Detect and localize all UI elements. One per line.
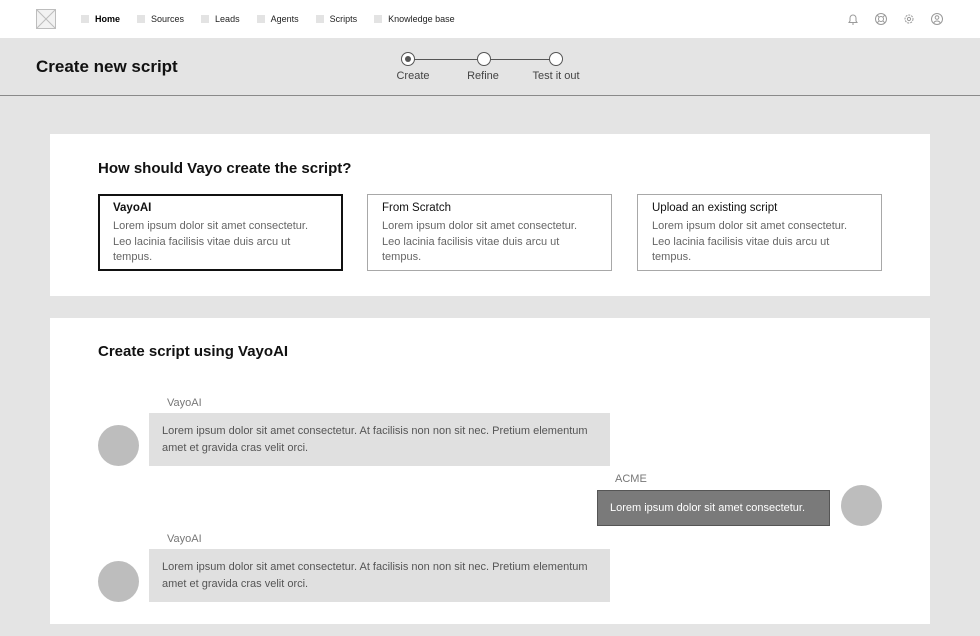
- agents-icon: [257, 15, 265, 23]
- user-profile-icon[interactable]: [930, 12, 944, 26]
- nav-link-agents[interactable]: [257, 14, 299, 24]
- bell-icon[interactable]: [846, 12, 860, 26]
- page-header: [0, 38, 980, 96]
- nav-link-leads[interactable]: [201, 14, 240, 24]
- option-description: Lorem ipsum dolor sit amet consectetur. Leo lacinia facilisis vitae duis arcu ut tempus.: [652, 220, 848, 263]
- nav-link-label: Agents: [270, 14, 299, 24]
- leads-icon: [201, 15, 209, 23]
- progress-stepper: [395, 52, 595, 92]
- help-lifebuoy-icon[interactable]: [874, 12, 888, 26]
- nav-link-label: Home: [95, 14, 121, 24]
- nav-link-knowledge-base[interactable]: [374, 14, 455, 24]
- home-icon: [81, 15, 89, 23]
- nav-links: [81, 0, 472, 38]
- settings-gear-icon[interactable]: [902, 12, 916, 26]
- creation-method-title: How should Vayo create the script?: [98, 160, 352, 177]
- nav-link-scripts[interactable]: [316, 14, 358, 24]
- message-sender: VayoAI: [167, 397, 202, 409]
- option-description: Lorem ipsum dolor sit amet consectetur. Leo lacinia facilisis vitae duis arcu ut tempus.: [113, 220, 309, 263]
- bot-avatar: [98, 425, 139, 466]
- option-upload-script[interactable]: [637, 194, 882, 271]
- stepper-connector: [490, 59, 551, 60]
- option-vayoai[interactable]: [98, 194, 343, 271]
- page-title: Create new script: [36, 57, 178, 76]
- user-message-bubble: Lorem ipsum dolor sit amet consectetur.: [597, 490, 830, 526]
- creation-method-card: [50, 134, 930, 296]
- sources-icon: [137, 15, 145, 23]
- step-refine-dot[interactable]: [477, 52, 491, 66]
- chat-card: [50, 318, 930, 624]
- option-title: Upload an existing script: [652, 202, 778, 214]
- option-title: VayoAI: [113, 202, 152, 214]
- chat-title: Create script using VayoAI: [98, 343, 289, 360]
- knowledge-base-icon: [374, 15, 382, 23]
- user-avatar: [841, 485, 882, 526]
- top-navigation-bar: [0, 0, 980, 38]
- option-from-scratch[interactable]: [367, 194, 612, 271]
- nav-link-sources[interactable]: [137, 14, 184, 24]
- step-create-label[interactable]: Create: [396, 70, 430, 82]
- nav-link-label: Sources: [151, 14, 185, 24]
- step-test-label[interactable]: Test it out: [532, 70, 580, 82]
- nav-link-label: Scripts: [329, 14, 358, 24]
- step-create-dot[interactable]: [401, 52, 415, 66]
- nav-link-label: Knowledge base: [388, 14, 455, 24]
- bot-message-bubble: Lorem ipsum dolor sit amet consectetur. At facilisis non non sit nec. Pretium elementum amet et gravida cras velit orci.: [149, 413, 610, 466]
- option-description: Lorem ipsum dolor sit amet consectetur. Leo lacinia facilisis vitae duis arcu ut tempus.: [382, 220, 578, 263]
- message-sender: VayoAI: [167, 533, 202, 545]
- nav-icon-group: [832, 12, 944, 26]
- stepper-connector: [414, 59, 484, 60]
- option-title: From Scratch: [382, 202, 452, 214]
- scripts-icon: [316, 15, 324, 23]
- step-refine-label[interactable]: Refine: [467, 70, 499, 82]
- message-sender: ACME: [615, 473, 647, 485]
- bot-message-bubble: Lorem ipsum dolor sit amet consectetur. At facilisis non non sit nec. Pretium elementum amet et gravida cras velit orci.: [149, 549, 610, 602]
- image-placeholder-icon[interactable]: [36, 9, 56, 29]
- bot-avatar: [98, 561, 139, 602]
- nav-link-label: Leads: [215, 14, 240, 24]
- nav-link-home[interactable]: [81, 14, 120, 24]
- step-test-dot[interactable]: [549, 52, 563, 66]
